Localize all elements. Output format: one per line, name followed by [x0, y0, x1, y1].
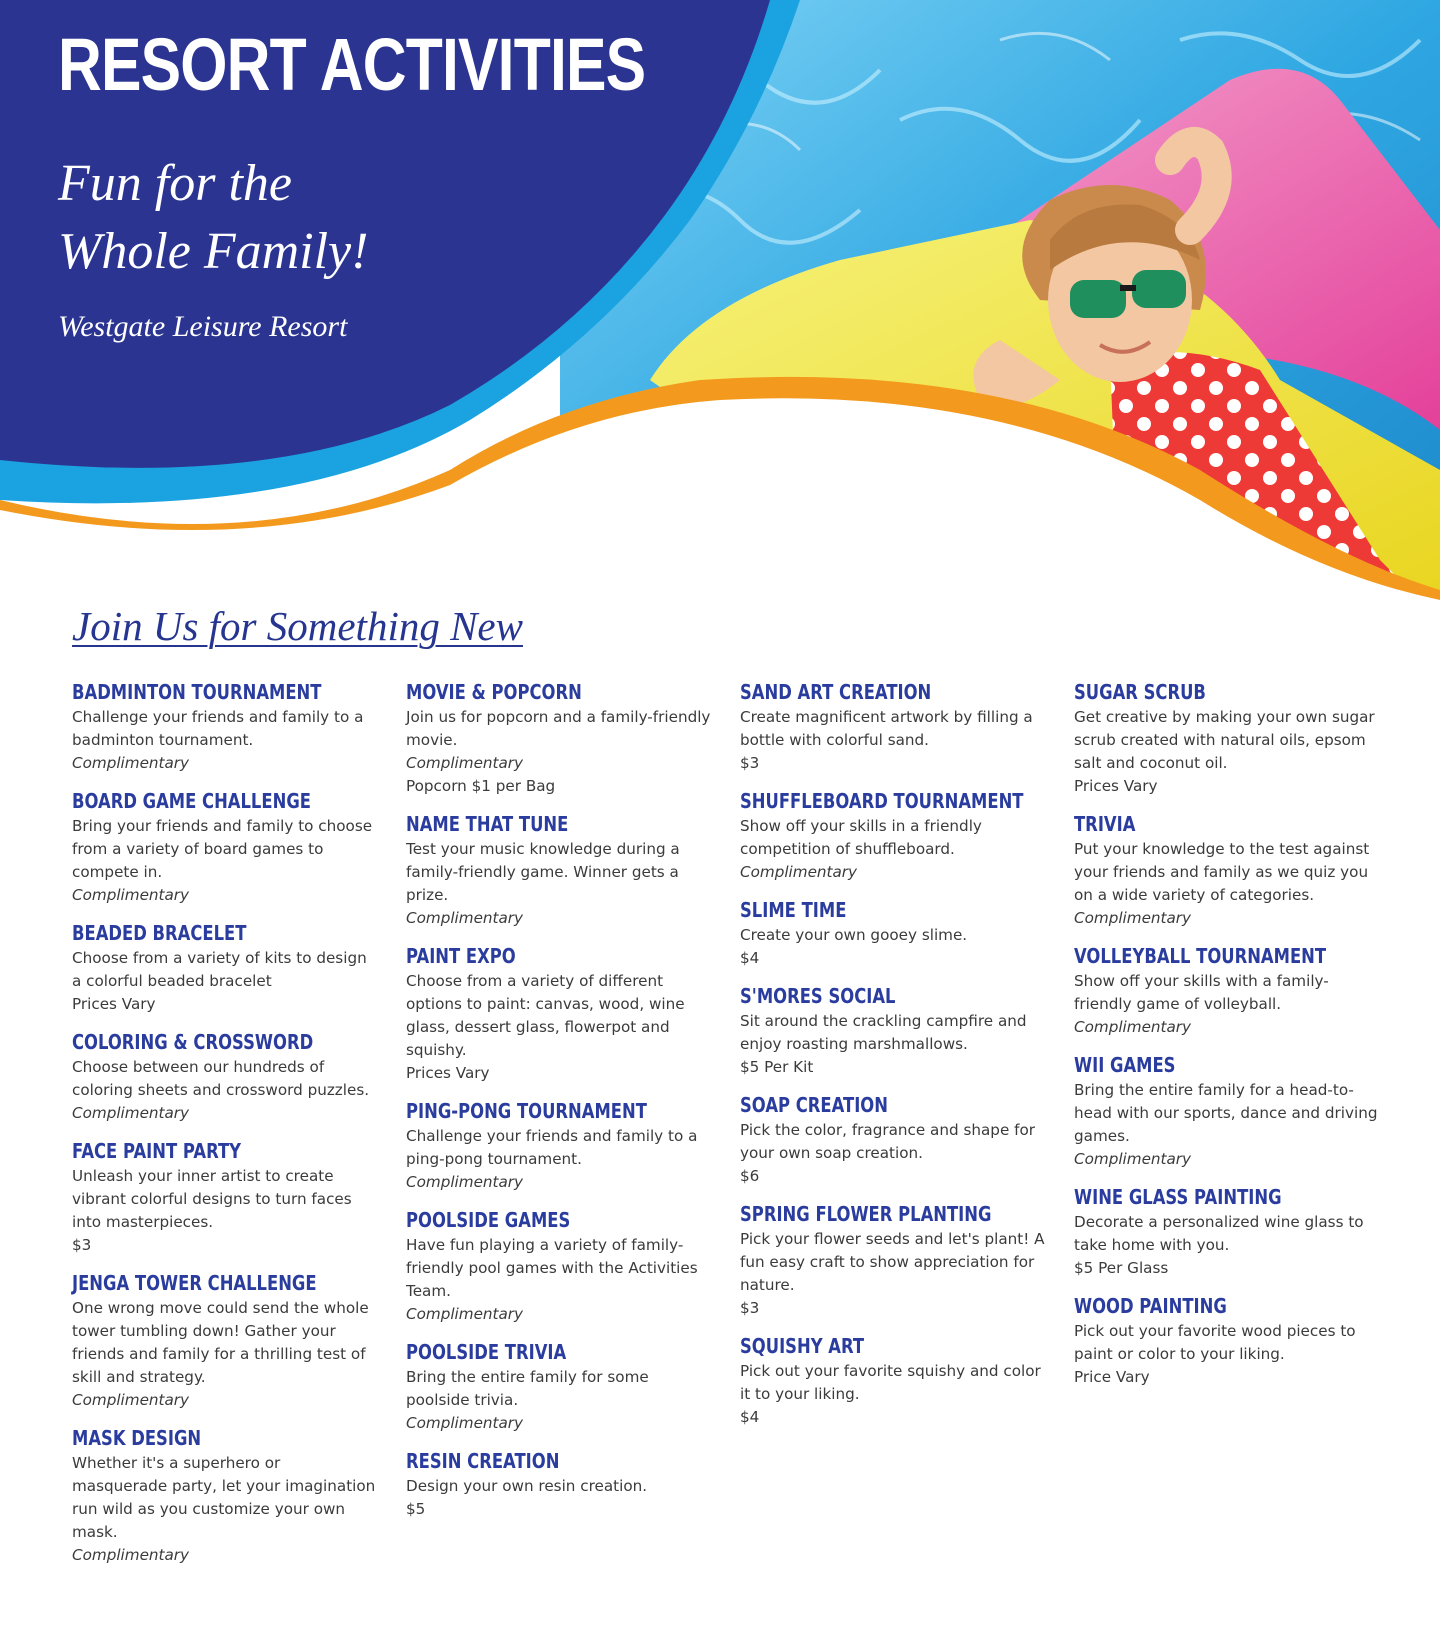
activity-description: Choose from a variety of different options to paint: canvas, wood, wine glass, dessert glass, flowerpot and squishy. [406, 972, 685, 1059]
activity-name: JENGA TOWER CHALLENGE [72, 1271, 317, 1295]
activity-name: SQUISHY ART [740, 1334, 865, 1358]
activity-item [406, 810, 711, 930]
activity-name: PING-PONG TOURNAMENT [406, 1099, 647, 1123]
activity-name: MASK DESIGN [72, 1426, 202, 1450]
activity-price: Complimentary [72, 754, 190, 772]
activity-column-4 [1074, 678, 1379, 1401]
activity-name: POOLSIDE TRIVIA [406, 1340, 567, 1364]
tagline-line-2: Whole Family! [58, 223, 369, 280]
activity-description: Pick the color, fragrance and shape for your own soap creation. [740, 1121, 1035, 1162]
activity-item [406, 942, 711, 1085]
activity-name: BOARD GAME CHALLENGE [72, 789, 311, 813]
activity-item [406, 1206, 711, 1326]
activity-item [740, 982, 1045, 1079]
activity-item [1074, 1183, 1379, 1280]
activity-price: Prices Vary [1074, 777, 1158, 795]
activity-price: Complimentary [740, 863, 858, 881]
activity-name: COLORING & CROSSWORD [72, 1030, 314, 1054]
activity-description: Design your own resin creation. [406, 1477, 648, 1495]
activity-item [1074, 1292, 1379, 1389]
page-title: RESORT ACTIVITIES [58, 23, 646, 106]
activity-name: PAINT EXPO [406, 944, 516, 968]
activity-item [740, 1200, 1045, 1320]
activity-description: Join us for popcorn and a family-friendly movie. [406, 708, 711, 749]
activity-column-3 [740, 678, 1045, 1441]
activity-description: One wrong move could send the whole tower tumbling down! Gather your friends and family for a thrilling test of skill and strategy. [72, 1299, 369, 1386]
section-heading: Join Us for Something New [72, 603, 523, 649]
activity-description: Choose from a variety of kits to design a colorful beaded bracelet [72, 949, 367, 990]
activity-name: WOOD PAINTING [1074, 1294, 1227, 1318]
activity-price: $3 [740, 754, 760, 772]
activity-item [740, 1091, 1045, 1188]
activity-item [740, 787, 1045, 884]
activity-price: Price Vary [1074, 1368, 1150, 1386]
activity-item [740, 896, 1045, 970]
activity-name: SHUFFLEBOARD TOURNAMENT [740, 789, 1024, 813]
activity-description: Pick your flower seeds and let's plant! A fun easy craft to show appreciation for nature. [740, 1230, 1045, 1294]
activity-item [1074, 942, 1379, 1039]
activity-description: Pick out your favorite wood pieces to paint or color to your liking. [1074, 1322, 1356, 1363]
activity-description: Test your music knowledge during a family-friendly game. Winner gets a prize. [406, 840, 680, 904]
activity-price: Complimentary [406, 1173, 524, 1191]
activity-item [72, 1028, 377, 1125]
activity-item [72, 787, 377, 907]
activity-name: SUGAR SCRUB [1074, 680, 1206, 704]
activity-price: $4 [740, 1408, 760, 1426]
activity-item [406, 678, 711, 798]
activity-column-1 [72, 678, 377, 1579]
activity-name: TRIVIA [1074, 812, 1136, 836]
activity-price: Prices Vary [72, 995, 156, 1013]
tagline-line-1: Fun for the [58, 155, 292, 212]
activity-price: Prices Vary [406, 1064, 490, 1082]
activity-name: SAND ART CREATION [740, 680, 932, 704]
activity-item [406, 1447, 711, 1521]
title-block [58, 20, 774, 344]
activity-description: Create magnificent artwork by filling a bottle with colorful sand. [740, 708, 1033, 749]
activity-description: Challenge your friends and family to a ping-pong tournament. [406, 1127, 698, 1168]
activity-price: $5 Per Kit [740, 1058, 814, 1076]
activity-price: Complimentary [406, 1414, 524, 1432]
tagline [58, 150, 774, 286]
activity-price: Complimentary [406, 909, 524, 927]
activity-description: Sit around the crackling campfire and enjoy roasting marshmallows. [740, 1012, 1027, 1053]
activity-description: Have fun playing a variety of family-friendly pool games with the Activities Team. [406, 1236, 698, 1300]
activity-price: Complimentary [406, 754, 524, 772]
activity-name: SPRING FLOWER PLANTING [740, 1202, 992, 1226]
activity-column-2 [406, 678, 711, 1533]
activity-name: FACE PAINT PARTY [72, 1139, 242, 1163]
activity-name: WII GAMES [1074, 1053, 1176, 1077]
activity-description: Show off your skills with a family-friendly game of volleyball. [1074, 972, 1329, 1013]
activity-price: $3 [740, 1299, 760, 1317]
activity-price: Complimentary [72, 1104, 190, 1122]
activity-description: Show off your skills in a friendly competition of shuffleboard. [740, 817, 982, 858]
activity-price: Complimentary [72, 1546, 190, 1564]
activity-item [72, 1424, 377, 1567]
activity-price: Complimentary [1074, 1150, 1192, 1168]
activity-item [1074, 810, 1379, 930]
activity-item [740, 678, 1045, 775]
activity-description: Challenge your friends and family to a badminton tournament. [72, 708, 364, 749]
activity-item [72, 1269, 377, 1412]
activity-item [72, 678, 377, 775]
activity-item [1074, 1051, 1379, 1171]
activity-extra-price: Popcorn $1 per Bag [406, 777, 556, 795]
activity-description: Create your own gooey slime. [740, 926, 968, 944]
activity-price: $4 [740, 949, 760, 967]
activity-item [740, 1332, 1045, 1429]
activity-name: SLIME TIME [740, 898, 847, 922]
resort-name: Westgate Leisure Resort [58, 310, 348, 343]
activity-name: WINE GLASS PAINTING [1074, 1185, 1282, 1209]
activity-name: MOVIE & POPCORN [406, 680, 582, 704]
activity-price: $3 [72, 1236, 92, 1254]
activity-price: $6 [740, 1167, 760, 1185]
activity-description: Put your knowledge to the test against your friends and family as we quiz you on a wide variety of categories. [1074, 840, 1370, 904]
activity-item [72, 919, 377, 1016]
activity-item [1074, 678, 1379, 798]
activity-description: Whether it's a superhero or masquerade party, let your imagination run wild as you customize your own mask. [72, 1454, 376, 1541]
activity-item [72, 1137, 377, 1257]
activity-description: Bring the entire family for some poolside trivia. [406, 1368, 649, 1409]
activity-item [406, 1097, 711, 1194]
activity-description: Get creative by making your own sugar scrub created with natural oils, epsom salt and coconut oil. [1074, 708, 1375, 772]
activity-price: Complimentary [72, 1391, 190, 1409]
activity-name: NAME THAT TUNE [406, 812, 569, 836]
activity-price: $5 [406, 1500, 426, 1518]
activity-price: $5 Per Glass [1074, 1259, 1169, 1277]
activity-description: Unleash your inner artist to create vibrant colorful designs to turn faces into masterpieces. [72, 1167, 352, 1231]
activity-description: Choose between our hundreds of coloring sheets and crossword puzzles. [72, 1058, 370, 1099]
activity-name: VOLLEYBALL TOURNAMENT [1074, 944, 1327, 968]
activity-price: Complimentary [406, 1305, 524, 1323]
activity-name: SOAP CREATION [740, 1093, 888, 1117]
activity-name: S'MORES SOCIAL [740, 984, 896, 1008]
activity-description: Bring your friends and family to choose from a variety of board games to compete in. [72, 817, 373, 881]
activity-price: Complimentary [1074, 909, 1192, 927]
activity-description: Bring the entire family for a head-to-head with our sports, dance and driving games. [1074, 1081, 1378, 1145]
activity-name: BEADED BRACELET [72, 921, 247, 945]
activity-description: Pick out your favorite squishy and color it to your liking. [740, 1362, 1041, 1403]
activity-price: Complimentary [1074, 1018, 1192, 1036]
activity-name: POOLSIDE GAMES [406, 1208, 571, 1232]
activity-name: BADMINTON TOURNAMENT [72, 680, 322, 704]
activity-description: Decorate a personalized wine glass to take home with you. [1074, 1213, 1364, 1254]
activity-name: RESIN CREATION [406, 1449, 560, 1473]
activity-price: Complimentary [72, 886, 190, 904]
activity-item [406, 1338, 711, 1435]
